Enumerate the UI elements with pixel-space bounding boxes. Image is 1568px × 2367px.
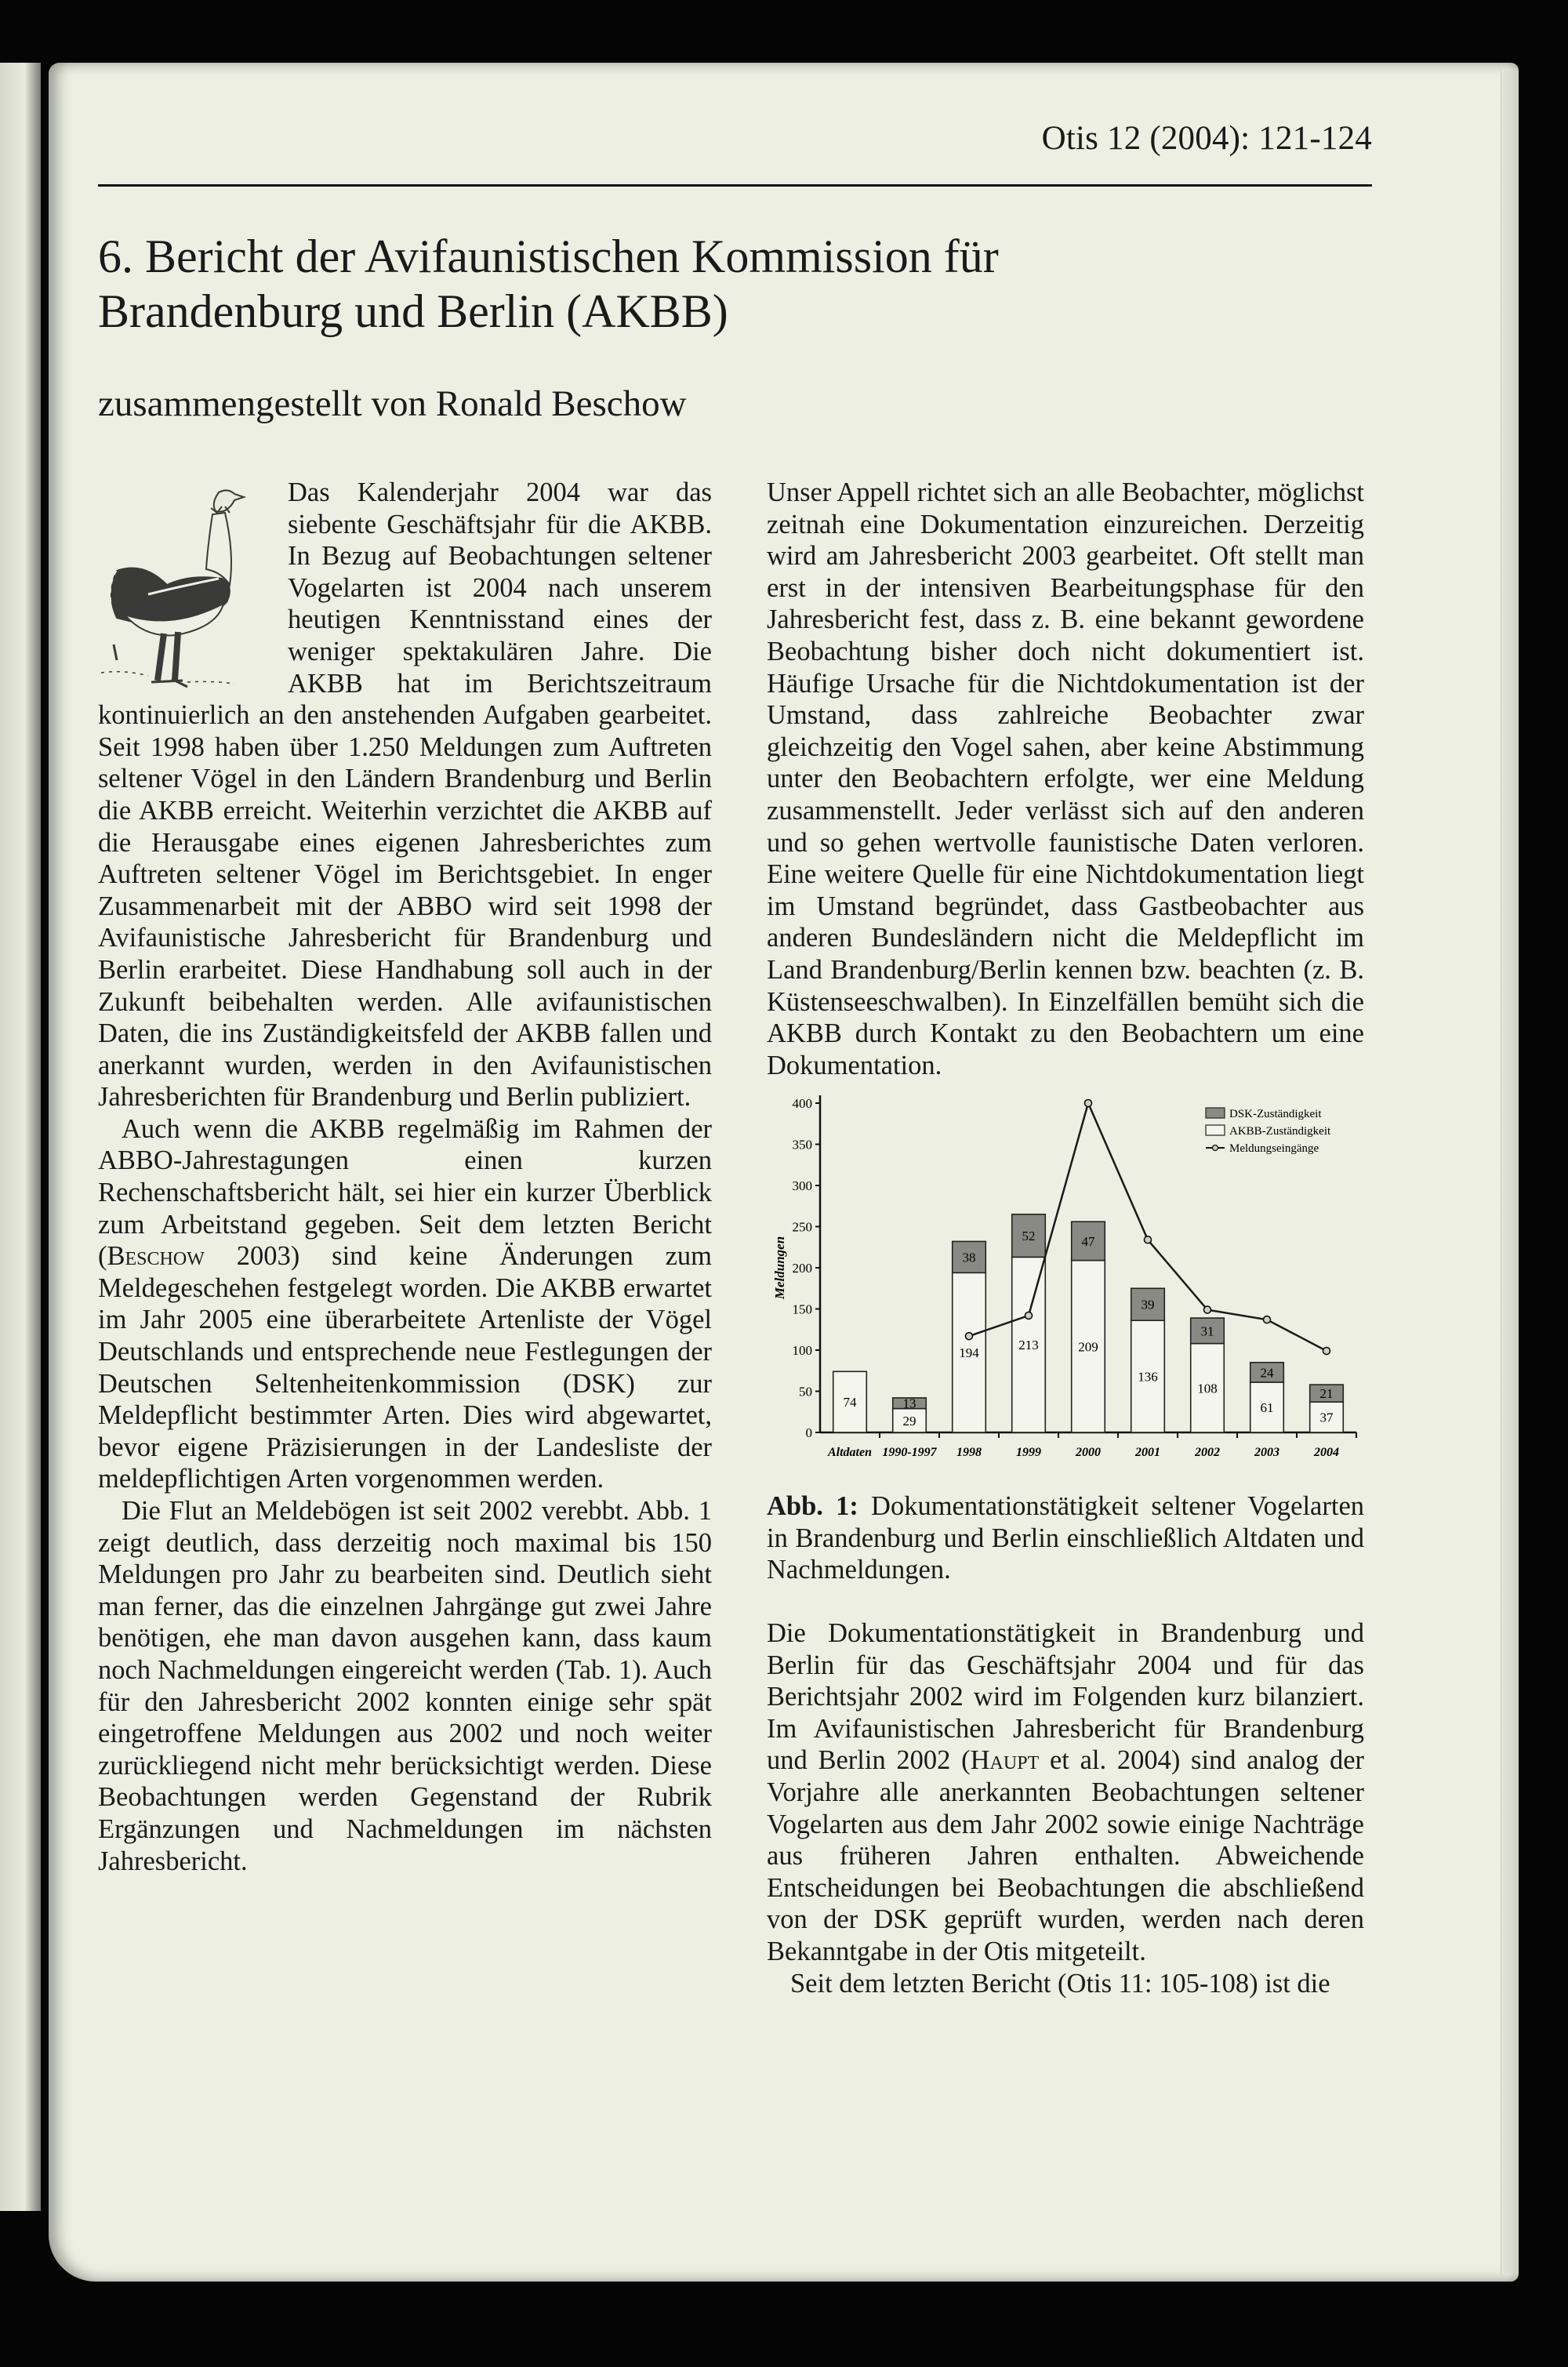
paragraph-balance (767, 1617, 1364, 1968)
y-tick-label: 150 (792, 1301, 812, 1317)
y-tick-label: 350 (792, 1137, 812, 1153)
bar-value-label: 37 (1319, 1410, 1334, 1425)
bar-value-label: 13 (902, 1396, 916, 1412)
bar-value-label: 29 (902, 1414, 916, 1429)
bar-value-label: 209 (1078, 1339, 1098, 1355)
header-rule (98, 184, 1372, 187)
page-edge-right (1501, 71, 1519, 2274)
line-marker (1025, 1312, 1033, 1320)
caption-text: Dokumentationstätigkeit seltener Vogelarten in Brandenburg und Berlin einschließlich Altdaten und Nachmeldungen. (767, 1491, 1365, 1585)
paragraph-text: et al. 2004) sind analog der Vorjahre alle anerkannten Beobachtungen seltener Vogelarten aus dem Jahr 2002 sowie einige Nachträge aus früheren Jahren enthalten. Abweichende Entscheidungen bei Beobachtungen die abschließend von der DSK geprüft wurden, werden nach deren Bekanntgabe in der Otis mitgeteilt. (767, 1745, 1364, 1966)
legend-marker-line (1213, 1145, 1218, 1151)
paragraph-text: Auch wenn die AKBB regelmäßig im Rahmen der ABBO-Jahrestagungen einen kurzen Rechenschaftsbericht hält, sei hier ein kurzer Überblick zum Arbeitstand gegeben. Seit dem letzten Bericht ( (98, 1113, 712, 1272)
bar-value-label: 21 (1319, 1386, 1334, 1402)
article-title-line-2: Brandenburg und Berlin (AKBB) (98, 285, 728, 337)
article-byline: zusammengestellt von Ronald Beschow (98, 383, 687, 424)
journal-header: Otis 12 (2004): 121-124 (1041, 120, 1372, 157)
article-title-line-1: 6. Bericht der Avifaunistischen Kommission für (98, 231, 999, 282)
line-marker (966, 1333, 973, 1340)
bar-value-label: 74 (843, 1395, 857, 1410)
x-tick-label: 2004 (1314, 1446, 1339, 1460)
paragraph-text: 2003) sind keine Änderungen zum Meldegeschehen festgelegt worden. Die AKBB erwartet im Jahr 2005 eine überarbeitete Artenliste der Vögel Deutschlands und entsprechende neue Festlegungen der Deutschen Seltenheitenkommission (DSK) zur Meldepflicht bestimmter Arten. Dies wird abgewartet, bevor eigene Präzisierungen in der Landesliste der meldepflichtigen Arten vorgenommen werden. (98, 1241, 712, 1494)
x-tick-label: Altdaten (827, 1446, 873, 1460)
right-column (767, 477, 1364, 1999)
bar-value-label: 108 (1197, 1381, 1218, 1396)
line-marker (1145, 1236, 1152, 1243)
great-bustard-illustration-icon (93, 477, 281, 688)
y-tick-label: 400 (792, 1096, 812, 1112)
line-marker (1264, 1316, 1271, 1323)
bar-value-label: 194 (959, 1345, 979, 1361)
paragraph-intro: Das Kalenderjahr 2004 war das siebente Geschäftsjahr für die AKBB. In Bezug auf Beobachtungen seltener Vogelarten ist 2004 nach unserem heutigen Kenntnisstand eines der weniger spektakulären Jahre. Die AKBB hat im Berichtszeitraum kontinuierlich an den anstehenden Aufgaben gearbeitet. Seit 1998 haben über 1.250 Meldungen zum Auftreten seltener Vögel in den Ländern Brandenburg und Berlin die AKBB erreicht. Weiterhin verzichtet die AKBB auf die Herausgabe eines eigenen Jahresberichtes zum Auftreten seltener Vögel im Berichtsgebiet. In enger Zusammenarbeit mit der ABBO wird seit 1998 der Avifaunistische Jahresbericht für Brandenburg und Berlin erarbeitet. Diese Handhabung soll auch in der Zukunft beibehalten werden. Alle avifaunistischen Daten, die ins Zuständigkeitsfeld der AKBB fallen und anerkannt wurden, werden in den Avifaunistischen Jahresberichten für Brandenburg und Berlin publiziert. (98, 477, 712, 1113)
x-tick-label: 1999 (1016, 1446, 1041, 1460)
bar-value-label: 31 (1200, 1323, 1214, 1339)
paragraph-continuation: Seit dem letzten Bericht (Otis 11: 105-108) ist die (790, 1968, 1330, 1999)
legend-label-dsk: DSK-Zuständigkeit (1229, 1108, 1322, 1121)
legend-label-line: Meldungseingänge (1229, 1142, 1319, 1156)
bar-value-label: 39 (1141, 1298, 1155, 1313)
bar-value-label: 61 (1260, 1400, 1274, 1416)
figure-caption (767, 1490, 1364, 1586)
x-tick-label: 2003 (1254, 1446, 1279, 1460)
figure-chart (767, 1087, 1364, 1479)
legend-swatch-dsk (1206, 1108, 1225, 1118)
line-marker (1323, 1348, 1330, 1355)
y-tick-label: 300 (792, 1178, 812, 1194)
paragraph-report-flow: Die Flut an Meldebögen ist seit 2002 verebbt. Abb. 1 zeigt deutlich, dass derzeitig noch maximal bis 150 Meldungen pro Jahr zu bearbeiten sind. Deutlich sieht man ferner, das die einzelnen Jahrgänge gut zwei Jahre benötigen, ehe man davon ausgehen kann, dass kaum noch Nachmeldungen eingereicht werden (Tab. 1). Auch für den Jahresbericht 2002 konnten einige sehr spät eingetroffene Meldungen aus 2002 und noch weiter zurückliegend nicht mehr berücksichtigt werden. Diese Beobachtungen werden Gegenstand der Rubrik Ergänzungen und Nachmeldungen im nächsten Jahresbericht. (98, 1496, 712, 1876)
legend-swatch-akbb (1206, 1125, 1225, 1135)
line-marker (1085, 1100, 1092, 1107)
y-tick-label: 200 (792, 1261, 812, 1276)
bar-value-label: 38 (962, 1250, 976, 1265)
y-tick-label: 100 (792, 1343, 812, 1359)
bar-value-label: 47 (1081, 1234, 1095, 1250)
paragraph-appeal: Unser Appell richtet sich an alle Beobachter, möglichst zeitnah eine Dokumentation einzureichen. Derzeitig wird am Jahresbericht 2003 gearbeitet. Oft stellt man erst in der intensiven Bearbeitungsphase für den Jahresbericht fest, dass z. B. eine bekannt gewordene Beobachtung bisher doch nicht dokumentiert ist. Häufige Ursache für die Nichtdokumentation ist der Umstand, dass zahlreiche Beobachter zwar gleichzeitig den Vogel sahen, aber keine Abstimmung unter den Beobachtern erfolgte, wer eine Meldung zusammenstellt. Jeder verlässt sich auf den anderen und so gehen wertvolle faunistische Daten verloren. Eine weitere Quelle für eine Nichtdokumentation liegt im Umstand begründet, dass Gastbeobachter aus anderen Bundesländern nicht die Meldepflicht im Land Brandenburg/Berlin kennen bzw. beachten (z. B. Küstenseeschwalben). In Einzelfällen bemüht sich die AKBB durch Kontakt zu den Beobachtern um eine Dokumentation. (767, 477, 1364, 1080)
documentation-activity-chart (767, 1087, 1364, 1479)
previous-page-edge (0, 63, 41, 2211)
x-tick-label: 1990-1997 (882, 1446, 937, 1460)
x-tick-label: 2001 (1135, 1446, 1160, 1460)
y-tick-label: 50 (799, 1384, 812, 1400)
left-column (98, 477, 712, 1877)
line-marker (1204, 1306, 1211, 1313)
paragraph-overview (98, 1113, 712, 1495)
bar-value-label: 52 (1022, 1229, 1036, 1244)
paragraph-text: Die Dokumentationstätigkeit in Brandenburg und Berlin für das Geschäftsjahr 2004 und für das Berichtsjahr 2002 wird im Folgenden kurz bilanziert. Im Avifaunistischen Jahresbericht für Brandenburg und Berlin 2002 ( (767, 1618, 1364, 1776)
citation-author: Beschow (107, 1241, 205, 1272)
citation-author: Haupt (970, 1745, 1040, 1776)
y-tick-label: 250 (792, 1219, 812, 1235)
y-tick-label: 0 (805, 1425, 812, 1441)
y-axis-label: Meldungen (772, 1236, 787, 1300)
x-tick-label: 2002 (1195, 1446, 1220, 1460)
caption-label: Abb. 1: (767, 1491, 858, 1522)
bar-value-label: 24 (1260, 1365, 1274, 1381)
article-title (98, 229, 1117, 339)
bar-value-label: 213 (1018, 1338, 1039, 1353)
x-tick-label: 1998 (956, 1446, 982, 1460)
bar-value-label: 136 (1138, 1369, 1158, 1385)
legend-label-akbb: AKBB-Zuständigkeit (1229, 1125, 1331, 1138)
x-tick-label: 2000 (1076, 1446, 1101, 1460)
